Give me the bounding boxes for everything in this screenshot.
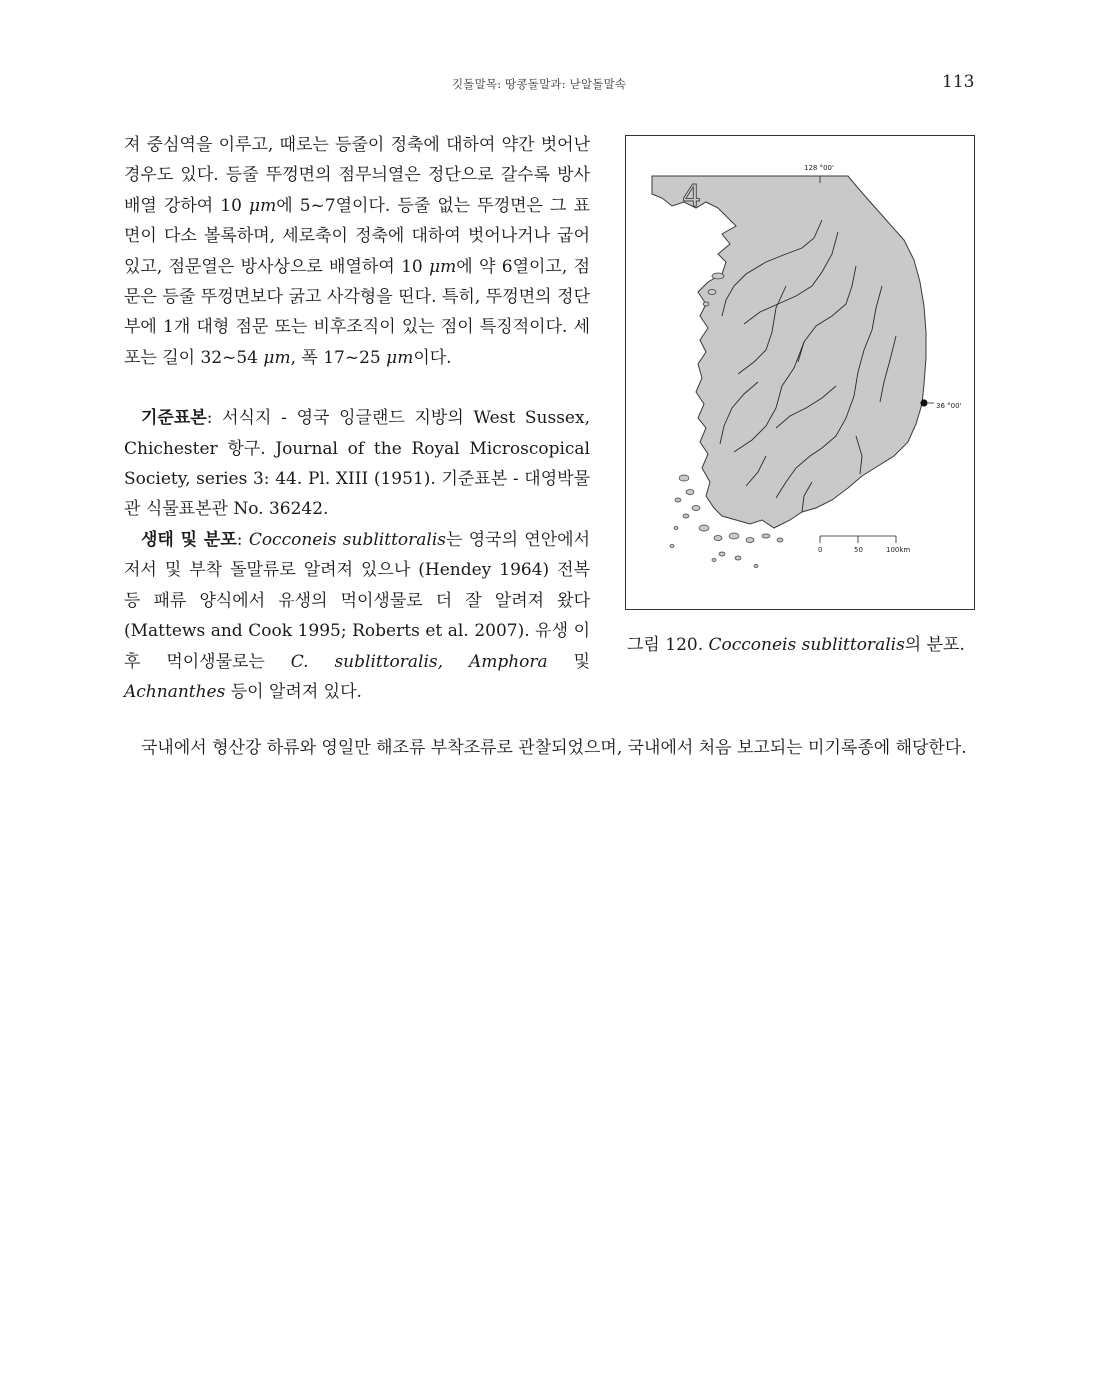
scale-bar	[820, 536, 896, 543]
panel-number: 4	[682, 179, 702, 214]
type-specimen-text: : 서식지 - 영국 잉글랜드 지방의 West Sussex, Chichester 항구. Journal of the Royal Microscopical Society, series 3: 44. Pl. XIII (1951). 기준표본 - 대영박물관 식물표본관 No. 36242.	[124, 408, 590, 520]
ecology-text-2: 및	[547, 651, 590, 672]
ecology-text-1: 는 영국의 연안에서 저서 및 부착 돌말류로 알려져 있으나 (Hendey 1964) 전복 등 패류 양식에서 유생의 먹이생물로 더 잘 알려져 왔다 (Mattews and Cook 1995; Roberts et al. 2007). 유생 이후 먹이생물로는	[124, 529, 590, 672]
scale-label-100km: 100km	[886, 546, 911, 554]
description-text-5: 이다.	[413, 347, 452, 368]
type-specimen-label: 기준표본	[141, 408, 207, 429]
unit-um: μm	[429, 256, 457, 277]
unit-um: μm	[386, 347, 414, 368]
description-paragraph	[124, 130, 590, 373]
species-name: Cocconeis sublittoralis	[248, 529, 446, 550]
species-name-2: C. sublittoralis, Amphora	[290, 651, 548, 672]
caption-suffix: 의 분포.	[904, 635, 965, 655]
caption-prefix: 그림 120.	[627, 635, 709, 655]
description-text-4: , 폭 17~25	[290, 347, 387, 368]
species-name-3: Achnanthes	[124, 681, 226, 702]
type-specimen-paragraph	[124, 403, 590, 525]
scale-label-50: 50	[854, 546, 863, 554]
mainland-shape	[652, 176, 926, 528]
unit-um: μm	[249, 195, 277, 216]
distribution-map-figure	[625, 135, 975, 610]
korea-record-paragraph: 국내에서 형산강 하류와 영일만 해조류 부착조류로 관찰되었으며, 국내에서 처음 보고되는 미기록종에 해당한다.	[141, 738, 967, 758]
sampling-site-marker	[920, 399, 927, 406]
figure-caption	[627, 633, 977, 657]
scale-label-0: 0	[818, 546, 823, 554]
ecology-label: 생태 및 분포	[141, 529, 237, 550]
caption-species: Cocconeis sublittoralis	[708, 635, 905, 655]
korea-map	[626, 136, 974, 609]
longitude-label: 128 °00'	[804, 164, 834, 172]
running-head: 깃돌말목: 땅콩돌말과: 낟알돌말속	[452, 77, 627, 91]
page-number: 113	[942, 72, 975, 92]
description-text-3: 에 약 6열이고, 점문은 등줄 뚜껑면보다 굵고 사각형을 띤다. 특히, 뚜껑면의 정단부에 1개 대형 점문 또는 비후조직이 있는 점이 특징적이다. 세포는 길이 32~54	[124, 256, 590, 368]
ecology-text-3: 등이 알려져 있다.	[225, 681, 362, 702]
ecology-colon: :	[236, 529, 249, 550]
left-text-column	[124, 130, 590, 707]
description-text-2: 에 5~7열이다. 등줄 없는 뚜껑면은 그 표면이 다소 볼록하며, 세로축이 정축에 대하여 벗어나거나 굽어 있고, 점문열은 방사상으로 배열하여 10	[124, 195, 590, 277]
latitude-label: 36 °00'	[936, 402, 962, 410]
description-text-1: 져 중심역을 이루고, 때로는 등줄이 정축에 대하여 약간 벗어난 경우도 있다. 등줄 뚜껑면의 점무늬열은 정단으로 갈수록 방사배열 강하여 10	[124, 135, 590, 216]
ecology-paragraph	[124, 525, 590, 707]
unit-um: μm	[263, 347, 291, 368]
